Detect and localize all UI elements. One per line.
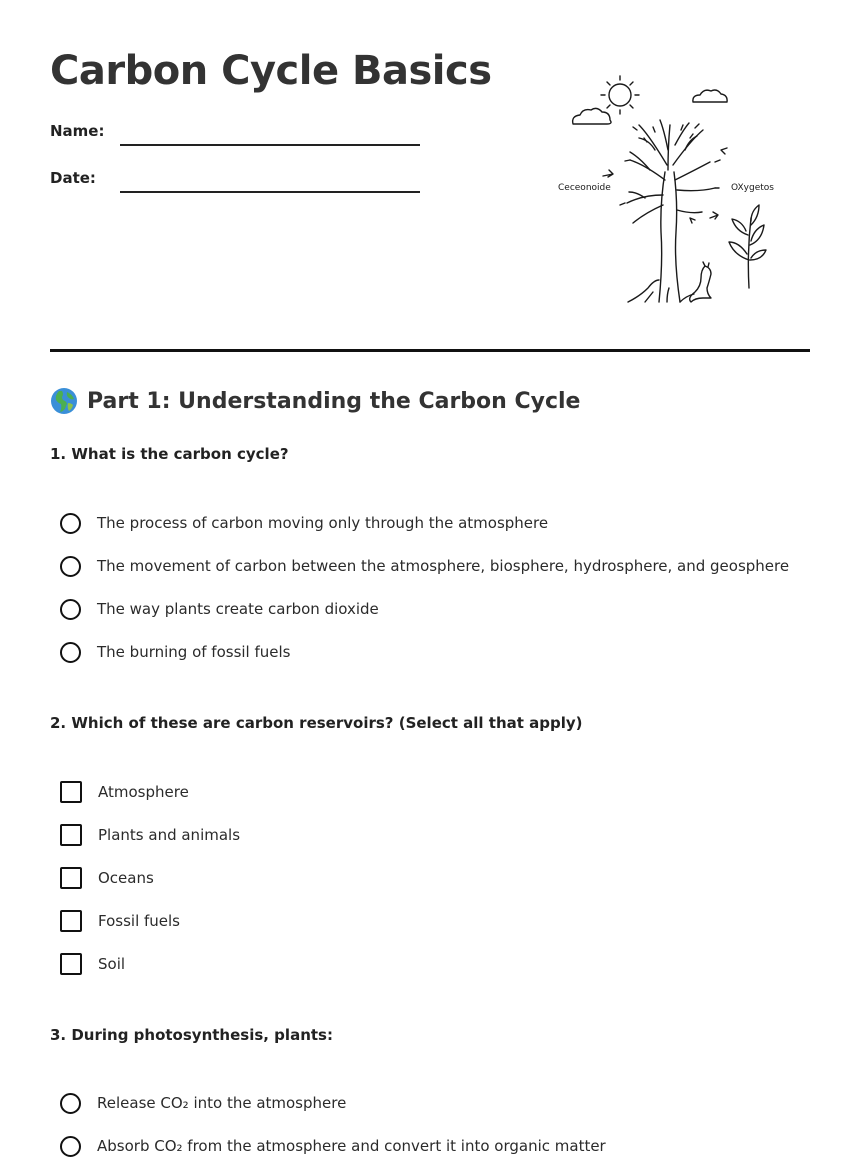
radio-button[interactable] <box>60 599 81 620</box>
name-input-line[interactable] <box>120 144 420 146</box>
option-label: Release CO₂ into the atmosphere <box>97 1094 347 1112</box>
part1-heading-text: Part 1: Understanding the Carbon Cycle <box>87 388 581 414</box>
q2-option-1[interactable] <box>60 779 189 805</box>
q2-option-5[interactable] <box>60 951 125 977</box>
option-label: Atmosphere <box>98 783 189 801</box>
part1-heading <box>50 387 580 415</box>
date-input-line[interactable] <box>120 191 420 193</box>
option-label: The movement of carbon between the atmosphere, biosphere, hydrosphere, and geosphere <box>97 557 790 575</box>
arrow-icon <box>690 218 695 223</box>
date-field <box>50 169 420 199</box>
globe-icon <box>50 387 78 415</box>
checkbox[interactable] <box>60 867 82 889</box>
option-label: Absorb CO₂ from the atmosphere and convert it into organic matter <box>97 1137 606 1155</box>
q1-option-2[interactable] <box>60 553 789 579</box>
option-label: Oceans <box>98 869 154 887</box>
radio-button[interactable] <box>60 513 81 534</box>
illustration-label-left: Ceceonoide <box>558 183 611 193</box>
option-label: Soil <box>98 955 126 973</box>
page-title: Carbon Cycle Basics <box>50 48 492 94</box>
q1-option-4[interactable] <box>60 639 290 665</box>
q3-option-2[interactable] <box>60 1133 606 1159</box>
q1-option-3[interactable] <box>60 596 379 622</box>
arrow-icon <box>721 148 727 154</box>
radio-button[interactable] <box>60 1136 81 1157</box>
q2-option-2[interactable] <box>60 822 240 848</box>
illustration-label-right: OXygetos <box>731 183 774 193</box>
question-3: 3. During photosynthesis, plants: <box>50 1026 333 1044</box>
name-field <box>50 122 420 152</box>
question-2: 2. Which of these are carbon reservoirs? (Select all that apply) <box>50 714 583 732</box>
plant-icon <box>729 205 766 288</box>
q3-option-1[interactable] <box>60 1090 346 1116</box>
question-1: 1. What is the carbon cycle? <box>50 445 289 463</box>
radio-button[interactable] <box>60 556 81 577</box>
checkbox[interactable] <box>60 824 82 846</box>
option-label: The way plants create carbon dioxide <box>97 600 379 618</box>
radio-button[interactable] <box>60 642 81 663</box>
name-label: Name: <box>50 122 105 140</box>
sun-icon <box>601 76 639 114</box>
arrow-icon <box>603 170 613 177</box>
arrow-icon <box>710 212 718 219</box>
q2-option-4[interactable] <box>60 908 180 934</box>
checkbox[interactable] <box>60 910 82 932</box>
radio-button[interactable] <box>60 1093 81 1114</box>
q1-option-1[interactable] <box>60 510 548 536</box>
checkbox[interactable] <box>60 953 82 975</box>
kangaroo-icon <box>690 262 711 302</box>
option-label: Plants and animals <box>98 826 241 844</box>
date-label: Date: <box>50 169 96 187</box>
checkbox[interactable] <box>60 781 82 803</box>
cloud-icon <box>693 90 727 102</box>
tree-icon <box>620 120 720 302</box>
option-label: Fossil fuels <box>98 912 181 930</box>
cloud-icon <box>573 108 611 124</box>
q2-option-3[interactable] <box>60 865 154 891</box>
carbon-cycle-tree-illustration <box>555 70 780 315</box>
option-label: The process of carbon moving only through the atmosphere <box>97 514 549 532</box>
option-label: The burning of fossil fuels <box>97 643 291 661</box>
header-divider <box>50 349 810 352</box>
